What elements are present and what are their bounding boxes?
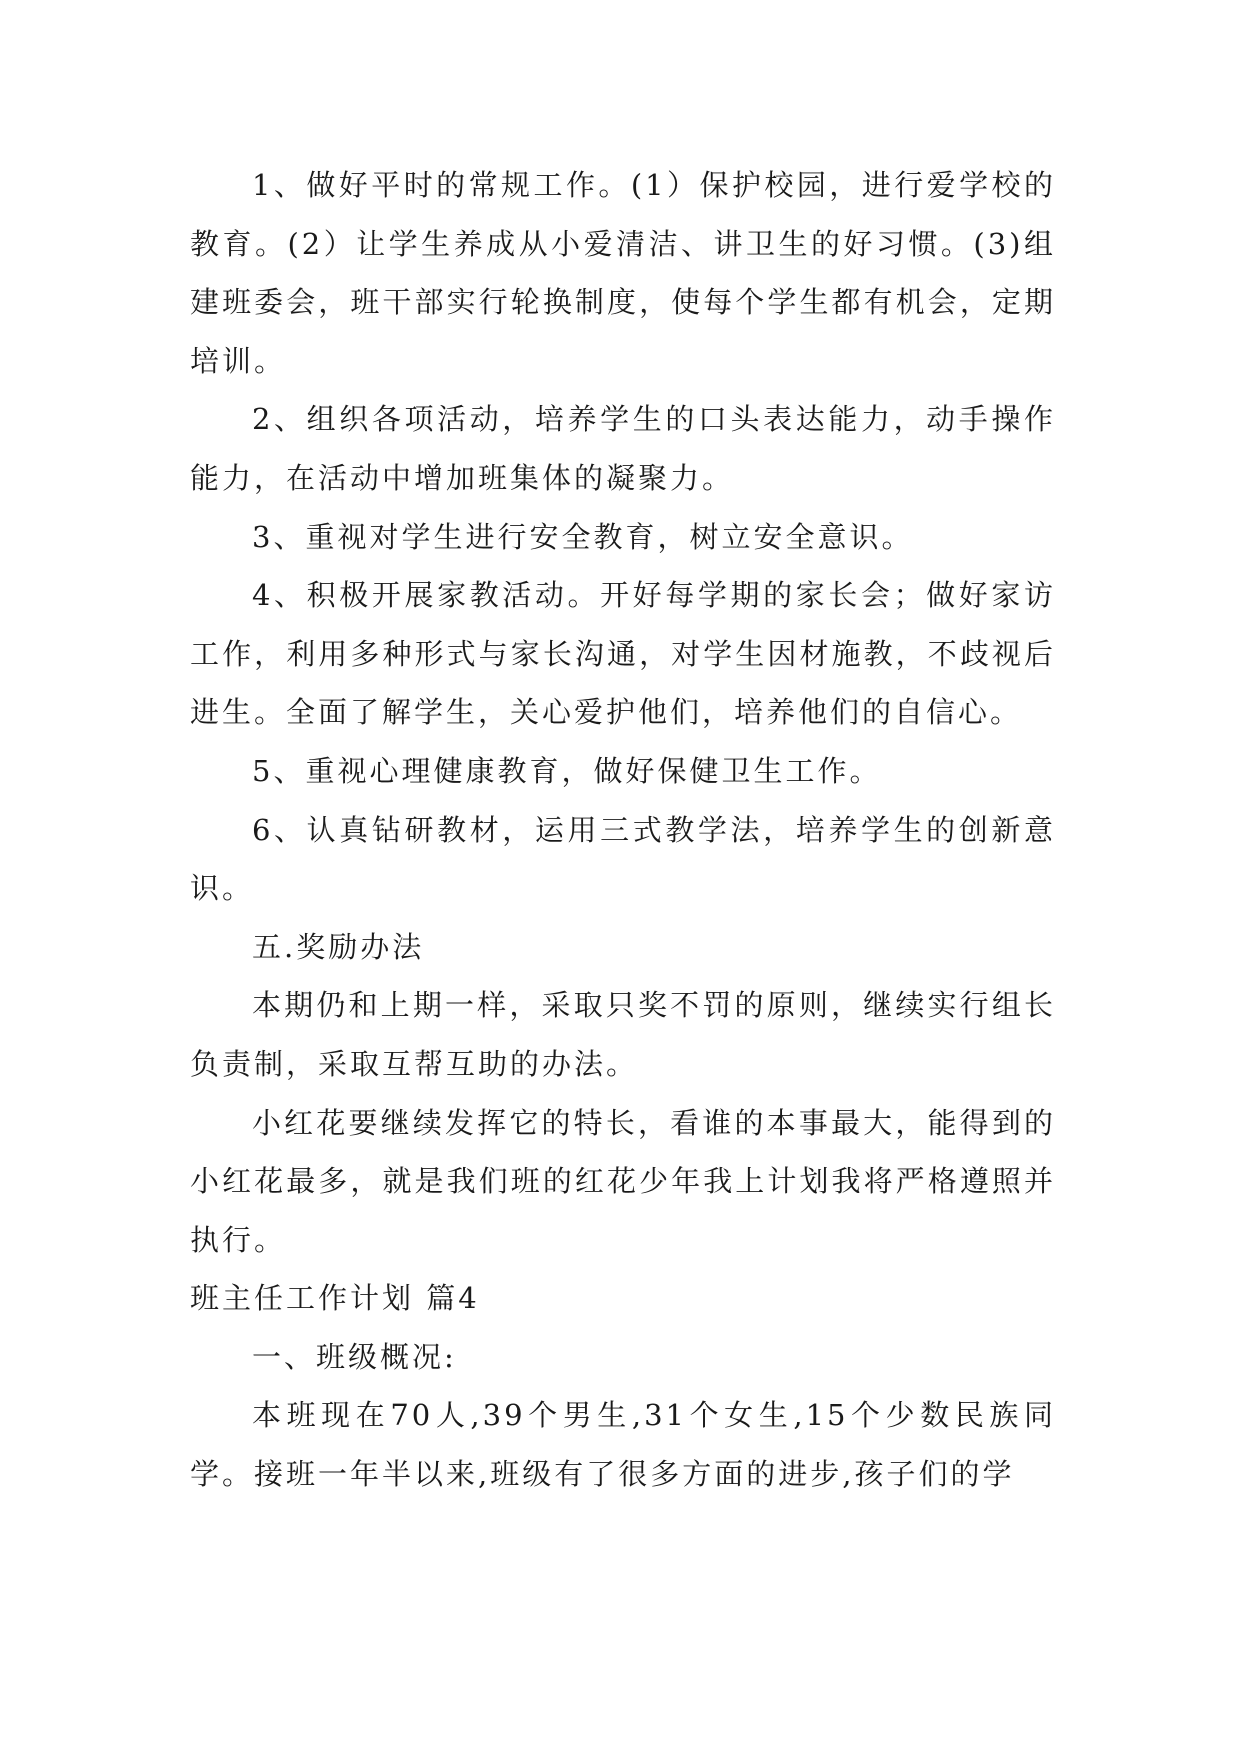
paragraph-class-overview: 本班现在70人,39个男生,31个女生,15个少数民族同学。接班一年半以来,班级有了很多方面的进步,孩子们的学	[190, 1398, 1056, 1492]
section-heading-class-overview: 一、班级概况:	[252, 1339, 457, 1374]
paragraph-item-1: 1、做好平时的常规工作。(1）保护校园，进行爱学校的教育。(2）让学生养成从小爱清洁、讲卫生的好习惯。(3)组建班委会，班干部实行轮换制度，使每个学生都有机会，定期培训。	[190, 168, 1056, 378]
paragraph-item-3: 3、重视对学生进行安全教育，树立安全意识。	[252, 519, 914, 554]
paragraph-rewards-2: 小红花要继续发挥它的特长，看谁的本事最大，能得到的小红花最多，就是我们班的红花少年我上计划我将严格遵照并执行。	[190, 1105, 1056, 1257]
paragraph-rewards-1: 本期仍和上期一样，采取只奖不罚的原则，继续实行组长负责制，采取互帮互助的办法。	[190, 988, 1056, 1081]
article-title: 班主任工作计划 篇4	[190, 1281, 480, 1316]
paragraph-item-6: 6、认真钻研教材，运用三式教学法，培养学生的创新意识。	[190, 812, 1056, 906]
paragraph-item-5: 5、重视心理健康教育，做好保健卫生工作。	[252, 753, 882, 788]
paragraph-item-2: 2、组织各项活动，培养学生的口头表达能力，动手操作能力，在活动中增加班集体的凝聚力。	[190, 402, 1056, 495]
document-body	[190, 156, 1056, 1504]
section-heading-rewards: 五.奖励办法	[252, 929, 425, 964]
paragraph-item-4: 4、积极开展家教活动。开好每学期的家长会；做好家访工作，利用多种形式与家长沟通，对学生因材施教，不歧视后进生。全面了解学生，关心爱护他们，培养他们的自信心。	[190, 578, 1056, 730]
